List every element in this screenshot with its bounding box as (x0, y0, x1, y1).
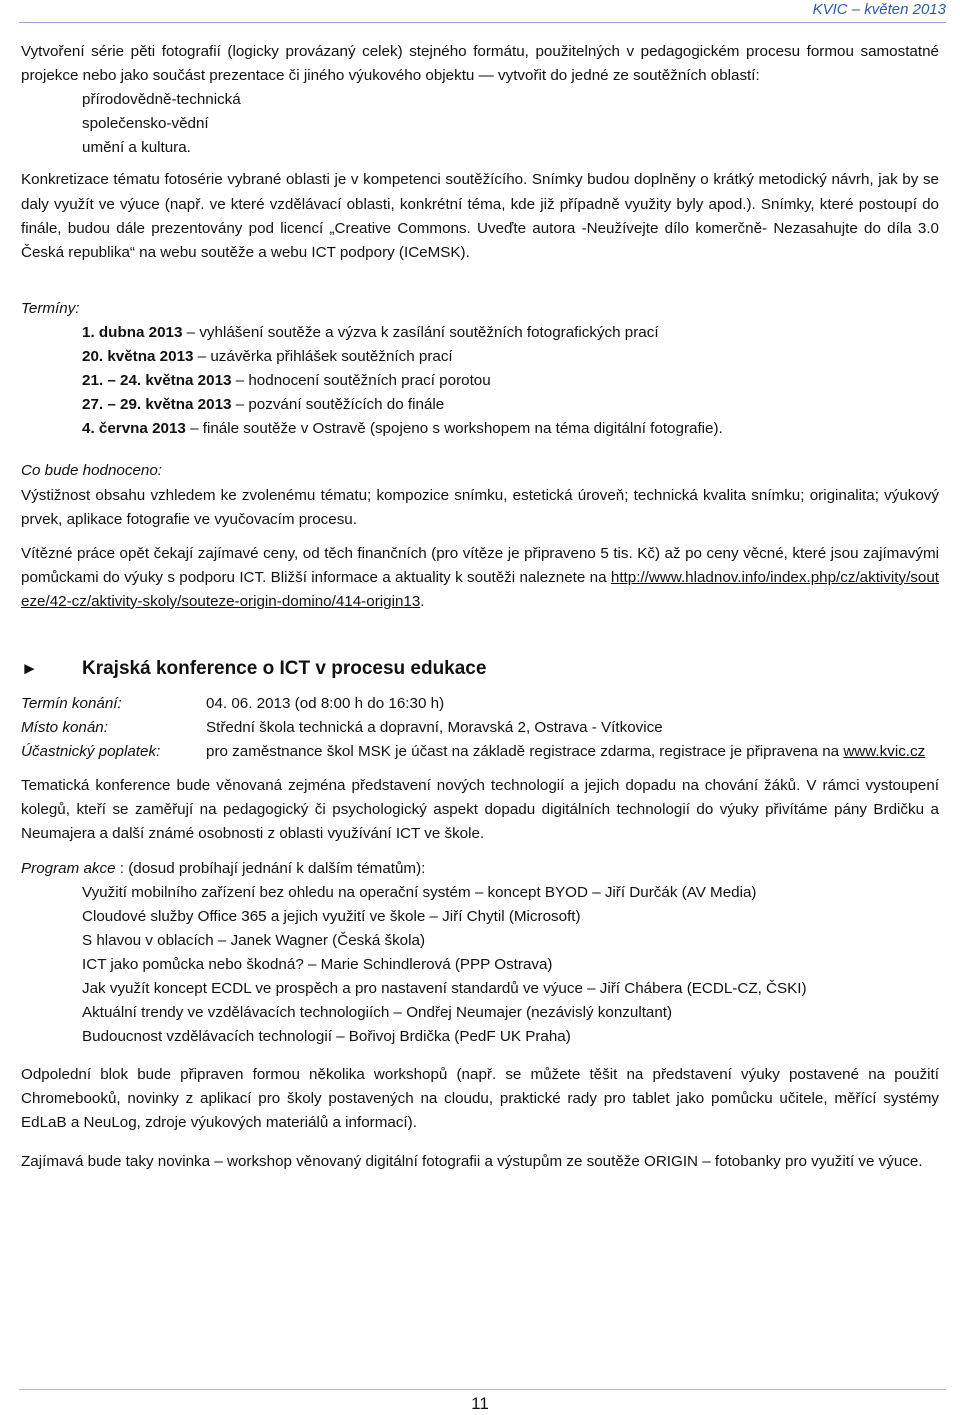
term-text: – vyhlášení soutěže a výzva k zasílání soutěžních fotografických prací (182, 323, 659, 341)
area-item: společensko-vědní (82, 115, 209, 133)
term-item (21, 393, 939, 417)
triangle-bullet-icon: ► (21, 658, 38, 678)
conference-paragraph: Tematická konference bude věnovaná zejména představení nových technologií a jejich dopadu na chování žáků. V rámci vystoupení kolegů, kteří se zaměřují na pedagogický či psychologický aspekt dopadu digitálních technologií do výuky přivítáme pány Brdičku a Neumajera a další známé osobnosti z oblasti využívání ICT ve škole. (21, 777, 939, 843)
workshop-paragraph: Odpolední blok bude připraven formou několika workshopů (např. se můžete těšit na představení výuky postavené na použití Chromebooků, novinky z aplikací pro školy postavených na cloudu, praktické rady pro tablet jako pomůcku učitele, měřící systémy EdLaB a NeuLog, zdroje výukových materiálů a informací). (21, 1066, 939, 1132)
term-date: 1. dubna 2013 (82, 323, 183, 341)
program-item: S hlavou v oblacích – Janek Wagner (Česká škola) (82, 931, 426, 949)
page-header: KVIC – květen 2013 (812, 1, 946, 18)
intro-paragraph-2: Konkretizace tématu fotosérie vybrané oblasti je v kompetenci soutěžícího. Snímky budou doplněny o krátký metodický návrh, jak by se daly využít ve výuce (např. ve které vzdělávací oblasti, konkrétní téma, kde již případně využity byly apod.). Snímky, které postoupí do finále, budou dále prezentovány pod licencí „Creative Commons. Uveďte autora -Neužívejte dílo komerčně- Nezasahujte do díla 3.0 Česká republika“ na webu soutěže a webu ICT podpory (ICeMSK). (21, 171, 939, 261)
term-text: – finále soutěže v Ostravě (spojeno s workshopem na téma digitální fotografie). (185, 420, 723, 438)
term-text: – uzávěrka přihlášek soutěžních prací (193, 348, 453, 366)
program-item: Využití mobilního zařízení bez ohledu na operační systém – koncept BYOD – Jiří Durčák (AV Media) (82, 883, 757, 901)
term-item (21, 369, 939, 393)
evaluation-text: Výstižnost obsahu vzhledem ke zvolenému tématu; kompozice snímku, estetická úroveň; technická kvalita snímku; originalita; výukový prvek, aplikace fotografie ve vyučovacím procesu. (21, 486, 939, 528)
area-item: přírodovědně-technická (82, 91, 241, 109)
program-label: Program akce (21, 859, 116, 877)
term-date: 20. května 2013 (82, 348, 194, 366)
term-item (21, 321, 939, 345)
term-date: 27. – 29. května 2013 (82, 396, 232, 414)
novelty-paragraph: Zajímavá bude taky novinka – workshop věnovaný digitální fotografii a výstupům ze soutěže ORIGIN – fotobanky pro využití ve výuce. (21, 1152, 923, 1170)
origin-link[interactable]: http://www.hladnov.info/index.php/cz/aktivity/souteze/42-cz/aktivity-skoly/souteze-origin-domino/414-origin13 (21, 568, 939, 610)
term-date: 21. – 24. května 2013 (82, 372, 232, 390)
area-item: umění a kultura. (82, 139, 191, 157)
prizes-paragraph (21, 542, 939, 614)
term-date: 4. června 2013 (82, 420, 186, 438)
place-label: Místo konán: (21, 719, 108, 737)
program-item: Jak využít koncept ECDL ve prospěch a pro nastavení standardů ve výuce – Jiří Chábera (ECDL-CZ, ČSKI) (82, 980, 807, 997)
date-label: Termín konání: (21, 694, 122, 712)
term-item (21, 417, 939, 441)
page-number: 11 (471, 1394, 489, 1413)
intro-paragraph: Vytvoření série pěti fotografií (logicky provázaný celek) stejného formátu, použitelných v pedagogickém procesu formou samostatné projekce nebo jako součást prezentace či jiného výukového objektu — vytvořit do jedné ze soutěžních oblastí: (21, 43, 939, 85)
prizes-end: . (420, 592, 425, 610)
kvic-link[interactable]: www.kvic.cz (843, 743, 926, 761)
page-content (21, 40, 939, 1174)
program-note: : (dosud probíhají jednání k dalším tématům): (115, 859, 426, 877)
program-item: Budoucnost vzdělávacích technologií – Bořivoj Brdička (PedF UK Praha) (82, 1028, 571, 1046)
fee-text: pro zaměstnance škol MSK je účast na základě registrace zdarma, registrace je připravena na (206, 743, 844, 761)
place-value: Střední škola technická a dopravní, Moravská 2, Ostrava - Vítkovice (206, 719, 663, 737)
conference-place-row (21, 716, 939, 740)
conference-fee-row (21, 740, 939, 764)
fee-label: Účastnický poplatek: (21, 743, 161, 761)
program-heading (21, 857, 939, 881)
conference-date-row (21, 692, 939, 716)
term-text: – pozvání soutěžících do finále (231, 396, 445, 414)
terms-label: Termíny: (21, 299, 80, 317)
fee-value (206, 740, 939, 764)
program-item: Cloudové služby Office 365 a jejich využití ve škole – Jiří Chytil (Microsoft) (82, 907, 581, 925)
evaluation-label: Co bude hodnoceno: (21, 462, 163, 480)
program-item: Aktuální trendy ve vzdělávacích technologiích – Ondřej Neumajer (nezávislý konzultant) (82, 1004, 673, 1022)
term-text: – hodnocení soutěžních prací porotou (231, 372, 491, 390)
term-item (21, 345, 939, 369)
program-item: ICT jako pomůcka nebo škodná? – Marie Schindlerová (PPP Ostrava) (82, 955, 553, 973)
conference-title: Krajská konference o ICT v procesu edukace (82, 657, 487, 679)
header-divider (19, 22, 946, 23)
date-value: 04. 06. 2013 (od 8:00 h do 16:30 h) (206, 694, 445, 712)
prizes-text: Vítězné práce opět čekají zajímavé ceny, od těch finančních (pro vítěze je připraveno 5 tis. Kč) až po ceny věcné, které jsou zajímavými pomůckami do výuky s podporu ICT. Bližší informace a aktuality k soutěži naleznete na (21, 544, 939, 586)
footer-divider (19, 1389, 946, 1390)
conference-heading (21, 654, 939, 684)
